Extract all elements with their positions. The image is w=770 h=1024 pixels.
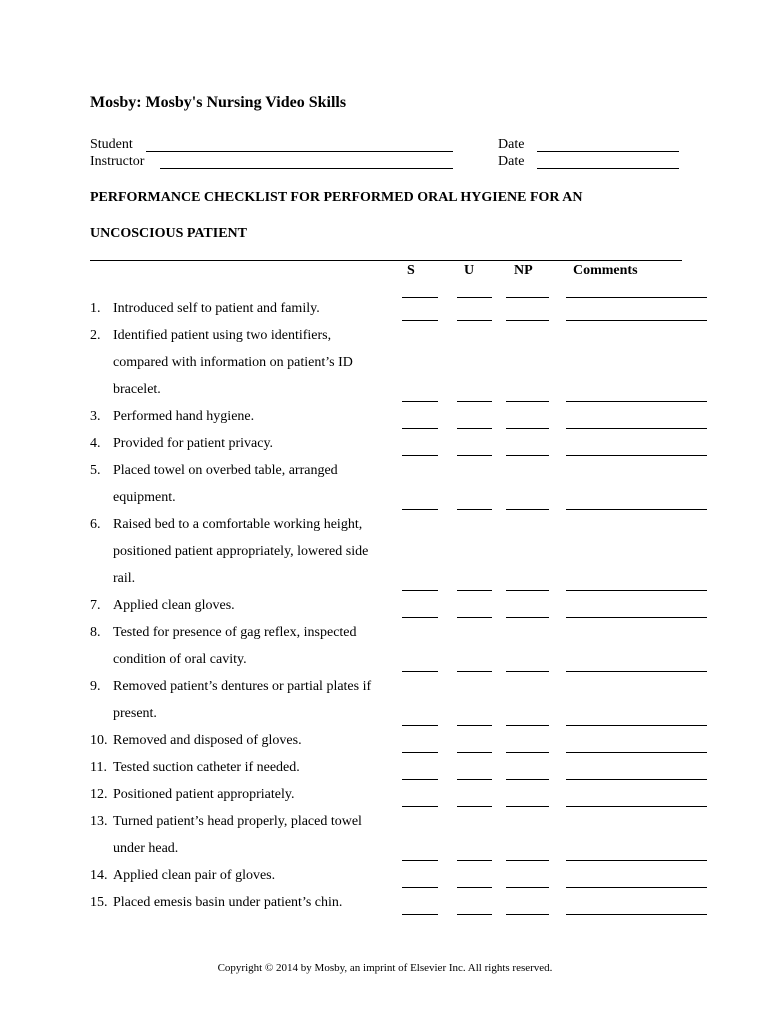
- item-text: Placed emesis basin under patient’s chin.: [113, 895, 343, 910]
- answer-line-np-item-7[interactable]: [506, 617, 549, 618]
- checklist-item-6: [90, 511, 410, 592]
- answer-line-u-item-8[interactable]: [457, 671, 492, 672]
- answer-line-s-item-7[interactable]: [402, 617, 438, 618]
- item-text: Positioned patient appropriately.: [113, 787, 295, 802]
- item-text: Removed patient’s dentures or partial plates if: [113, 679, 372, 694]
- answer-line-comments-item-15[interactable]: [566, 914, 707, 915]
- answer-line-u-item-11[interactable]: [457, 779, 492, 780]
- answer-line-comments-item-13[interactable]: [566, 860, 707, 861]
- answer-line-s-item-2[interactable]: [402, 401, 438, 402]
- answer-line-comments-item-1[interactable]: [566, 320, 707, 321]
- checklist-item-10: [90, 727, 410, 754]
- answer-line-np-item-2[interactable]: [506, 401, 549, 402]
- item-text: Tested for presence of gag reflex, inspected: [113, 625, 357, 640]
- answer-line-u-item-12[interactable]: [457, 806, 492, 807]
- item-text: Removed and disposed of gloves.: [113, 733, 302, 748]
- answer-line-s-item-3[interactable]: [402, 428, 438, 429]
- checklist-heading-line2: UNCOSCIOUS PATIENT: [90, 226, 248, 241]
- checklist-item-11: [90, 754, 410, 781]
- answer-line-np-item-6[interactable]: [506, 590, 549, 591]
- header-line-comments: [566, 297, 707, 298]
- answer-line-s-item-8[interactable]: [402, 671, 438, 672]
- answer-line-np-item-3[interactable]: [506, 428, 549, 429]
- answer-line-np-item-12[interactable]: [506, 806, 549, 807]
- item-number: 8.: [90, 625, 101, 640]
- item-text: Applied clean pair of gloves.: [113, 868, 276, 883]
- answer-line-comments-item-11[interactable]: [566, 779, 707, 780]
- answer-line-s-item-6[interactable]: [402, 590, 438, 591]
- item-text: Performed hand hygiene.: [113, 409, 255, 424]
- answer-line-comments-item-6[interactable]: [566, 590, 707, 591]
- answer-line-s-item-1[interactable]: [402, 320, 438, 321]
- item-number: 1.: [90, 301, 101, 316]
- header-line-u: [457, 297, 492, 298]
- answer-line-np-item-10[interactable]: [506, 752, 549, 753]
- checklist-item-3: [90, 403, 410, 430]
- item-text: Placed towel on overbed table, arranged: [113, 463, 338, 478]
- answer-line-u-item-2[interactable]: [457, 401, 492, 402]
- header-line-s: [402, 297, 438, 298]
- column-header-comments: Comments: [573, 263, 638, 278]
- answer-line-u-item-4[interactable]: [457, 455, 492, 456]
- item-number: 14.: [90, 868, 108, 883]
- item-text-continued: rail.: [113, 571, 136, 586]
- answer-line-s-item-11[interactable]: [402, 779, 438, 780]
- checklist-item-15: [90, 889, 410, 916]
- answer-line-u-item-6[interactable]: [457, 590, 492, 591]
- answer-line-s-item-5[interactable]: [402, 509, 438, 510]
- answer-line-u-item-3[interactable]: [457, 428, 492, 429]
- answer-line-u-item-13[interactable]: [457, 860, 492, 861]
- checklist-item-2: [90, 322, 410, 403]
- checklist-item-7: [90, 592, 410, 619]
- item-number: 4.: [90, 436, 101, 451]
- instructor-date-label: Date: [498, 154, 525, 169]
- checklist-heading-line1: PERFORMANCE CHECKLIST FOR PERFORMED ORAL HYGIENE FOR AN: [90, 190, 583, 205]
- checklist-item-8: [90, 619, 410, 673]
- checklist-item-14: [90, 862, 410, 889]
- answer-line-comments-item-7[interactable]: [566, 617, 707, 618]
- answer-line-np-item-14[interactable]: [506, 887, 549, 888]
- item-text-continued: condition of oral cavity.: [113, 652, 247, 667]
- item-text-continued: bracelet.: [113, 382, 161, 397]
- answer-line-s-item-4[interactable]: [402, 455, 438, 456]
- student-field[interactable]: [146, 151, 453, 152]
- answer-line-comments-item-5[interactable]: [566, 509, 707, 510]
- answer-line-comments-item-4[interactable]: [566, 455, 707, 456]
- item-text: Turned patient’s head properly, placed towel: [113, 814, 362, 829]
- item-text-continued: present.: [113, 706, 157, 721]
- answer-line-comments-item-3[interactable]: [566, 428, 707, 429]
- header-divider: [90, 260, 682, 261]
- answer-line-np-item-8[interactable]: [506, 671, 549, 672]
- answer-line-s-item-13[interactable]: [402, 860, 438, 861]
- item-number: 13.: [90, 814, 108, 829]
- instructor-field[interactable]: [160, 168, 453, 169]
- instructor-date-field[interactable]: [537, 168, 679, 169]
- item-number: 10.: [90, 733, 108, 748]
- checklist-item-12: [90, 781, 410, 808]
- answer-line-u-item-14[interactable]: [457, 887, 492, 888]
- item-number: 2.: [90, 328, 101, 343]
- page-title: Mosby: Mosby's Nursing Video Skills: [90, 94, 347, 111]
- answer-line-np-item-13[interactable]: [506, 860, 549, 861]
- answer-line-np-item-9[interactable]: [506, 725, 549, 726]
- checklist-item-4: [90, 430, 410, 457]
- answer-line-u-item-1[interactable]: [457, 320, 492, 321]
- item-number: 9.: [90, 679, 101, 694]
- checklist-item-5: [90, 457, 410, 511]
- answer-line-np-item-1[interactable]: [506, 320, 549, 321]
- answer-line-np-item-11[interactable]: [506, 779, 549, 780]
- answer-line-u-item-7[interactable]: [457, 617, 492, 618]
- item-text: Provided for patient privacy.: [113, 436, 274, 451]
- item-text: Tested suction catheter if needed.: [113, 760, 300, 775]
- item-text-continued: compared with information on patient’s ID: [113, 355, 353, 370]
- student-label: Student: [90, 137, 133, 152]
- answer-line-s-item-14[interactable]: [402, 887, 438, 888]
- checklist-item-1: [90, 295, 410, 322]
- column-header-u: U: [464, 263, 475, 278]
- item-number: 7.: [90, 598, 101, 613]
- answer-line-u-item-9[interactable]: [457, 725, 492, 726]
- answer-line-s-item-9[interactable]: [402, 725, 438, 726]
- answer-line-comments-item-8[interactable]: [566, 671, 707, 672]
- item-text: Raised bed to a comfortable working height,: [113, 517, 363, 532]
- checklist-item-9: [90, 673, 410, 727]
- answer-line-comments-item-14[interactable]: [566, 887, 707, 888]
- answer-line-s-item-15[interactable]: [402, 914, 438, 915]
- header-line-np: [506, 297, 549, 298]
- answer-line-u-item-10[interactable]: [457, 752, 492, 753]
- student-date-field[interactable]: [537, 151, 679, 152]
- item-text-continued: under head.: [113, 841, 179, 856]
- answer-line-u-item-5[interactable]: [457, 509, 492, 510]
- answer-line-comments-item-9[interactable]: [566, 725, 707, 726]
- answer-line-np-item-15[interactable]: [506, 914, 549, 915]
- checklist-item-13: [90, 808, 410, 862]
- item-text-continued: positioned patient appropriately, lowered side: [113, 544, 369, 559]
- answer-line-np-item-5[interactable]: [506, 509, 549, 510]
- item-number: 12.: [90, 787, 108, 802]
- answer-line-s-item-10[interactable]: [402, 752, 438, 753]
- column-header-s: S: [407, 263, 415, 278]
- item-text: Applied clean gloves.: [113, 598, 235, 613]
- answer-line-np-item-4[interactable]: [506, 455, 549, 456]
- item-text: Introduced self to patient and family.: [113, 301, 320, 316]
- answer-line-comments-item-12[interactable]: [566, 806, 707, 807]
- answer-line-comments-item-10[interactable]: [566, 752, 707, 753]
- answer-line-u-item-15[interactable]: [457, 914, 492, 915]
- copyright-footer: Copyright © 2014 by Mosby, an imprint of Elsevier Inc. All rights reserved.: [217, 962, 553, 974]
- instructor-label: Instructor: [90, 154, 145, 169]
- student-date-label: Date: [498, 137, 525, 152]
- column-header-np: NP: [514, 263, 533, 278]
- item-text-continued: equipment.: [113, 490, 176, 505]
- item-text: Identified patient using two identifiers,: [113, 328, 332, 343]
- item-number: 5.: [90, 463, 101, 478]
- item-number: 6.: [90, 517, 101, 532]
- answer-line-s-item-12[interactable]: [402, 806, 438, 807]
- item-number: 15.: [90, 895, 108, 910]
- item-number: 3.: [90, 409, 101, 424]
- item-number: 11.: [90, 760, 107, 775]
- answer-line-comments-item-2[interactable]: [566, 401, 707, 402]
